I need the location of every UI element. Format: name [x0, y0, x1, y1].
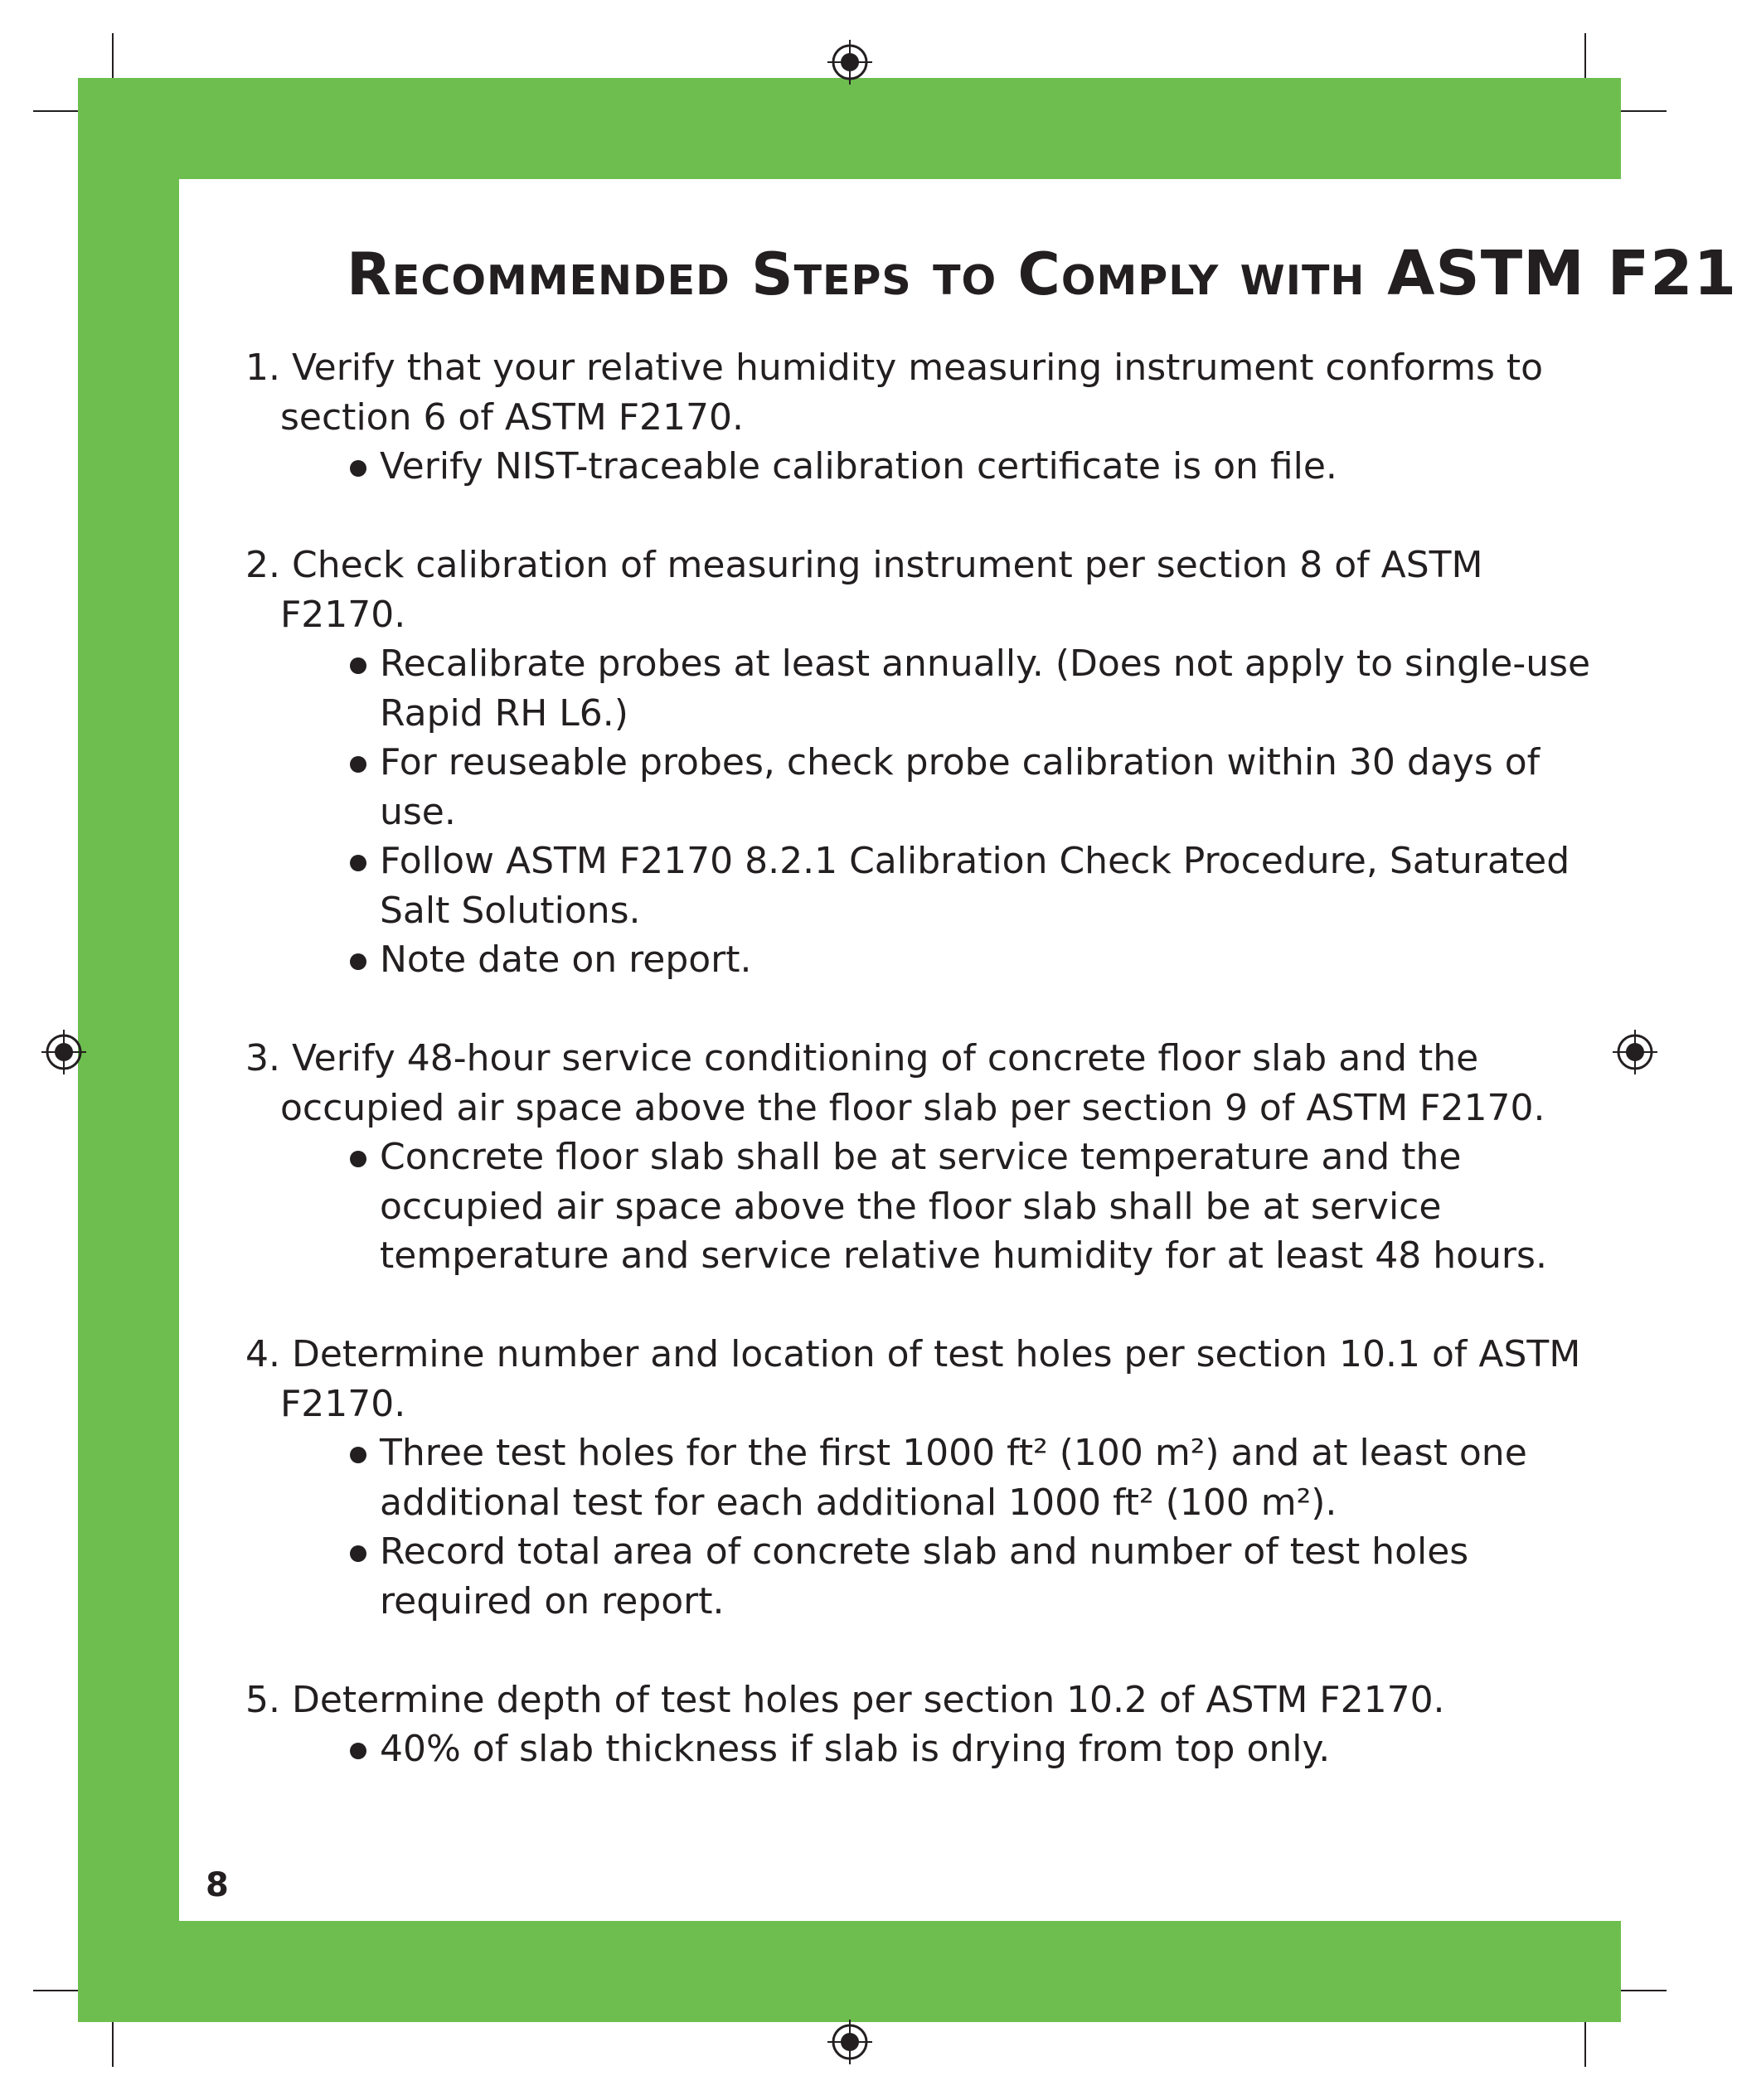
bullet-icon: [350, 460, 366, 477]
bullet-item: [245, 1724, 1605, 1774]
bullet-text: Follow ASTM F2170 8.2.1 Calibration Check Procedure, Saturated Salt Solutions.: [380, 840, 1570, 932]
bullet-item: [245, 639, 1605, 738]
bullet-text: For reuseable probes, check probe calibration within 30 days of use.: [380, 741, 1540, 833]
bullet-text: 40% of slab thickness if slab is drying from top only.: [380, 1728, 1331, 1770]
bullet-item: [245, 442, 1605, 492]
title-standard: ASTM F21: [1387, 238, 1737, 309]
bullet-icon: [350, 1545, 366, 1562]
page-title: [347, 240, 1737, 308]
bullet-icon: [350, 1743, 366, 1759]
bullet-item: [245, 1132, 1605, 1281]
step-text: 5. Determine depth of test holes per section 10.2 of ASTM F2170.: [245, 1678, 1445, 1721]
bullet-item: [245, 837, 1605, 935]
step-item: [245, 343, 1605, 492]
bullet-text: Note date on report.: [380, 938, 752, 981]
title-small-caps: Recommended Steps to Comply with: [347, 240, 1366, 308]
bullet-icon: [350, 657, 366, 674]
bullet-list: [245, 442, 1605, 492]
step-text: 1. Verify that your relative humidity measuring instrument conforms to section 6 of ASTM F2170.: [245, 347, 1544, 439]
bullet-item: [245, 738, 1605, 837]
bullet-list: [245, 1132, 1605, 1281]
registration-mark-icon: [827, 40, 872, 85]
step-text: 3. Verify 48-hour service conditioning of concrete floor slab and the occupied air space above the floor slab per section 9 of ASTM F2170.: [245, 1037, 1545, 1129]
bullet-text: Verify NIST-traceable calibration certificate is on file.: [380, 445, 1337, 487]
steps-list: [245, 343, 1605, 1774]
bullet-item: [245, 935, 1605, 985]
registration-mark-icon: [1613, 1030, 1657, 1074]
bullet-icon: [350, 953, 366, 970]
page-number: 8: [206, 1866, 229, 1904]
step-text: 4. Determine number and location of test holes per section 10.1 of ASTM F2170.: [245, 1333, 1581, 1425]
bullet-item: [245, 1527, 1605, 1626]
bullet-icon: [350, 855, 366, 871]
registration-mark-icon: [827, 2020, 872, 2064]
bullet-list: [245, 1724, 1605, 1774]
bullet-list: [245, 1428, 1605, 1626]
bullet-text: Concrete floor slab shall be at service temperature and the occupied air space above the floor slab shall be at service temperature and service relative humidity for at least 48 hours.: [380, 1136, 1547, 1277]
bullet-text: Recalibrate probes at least annually. (Does not apply to single-use Rapid RH L6.): [380, 643, 1591, 735]
bullet-icon: [350, 1151, 366, 1167]
bullet-item: [245, 1428, 1605, 1527]
step-text: 2. Check calibration of measuring instrument per section 8 of ASTM F2170.: [245, 544, 1483, 636]
registration-mark-icon: [41, 1030, 86, 1074]
bullet-list: [245, 639, 1605, 985]
bullet-icon: [350, 1447, 366, 1463]
bullet-text: Record total area of concrete slab and number of test holes required on report.: [380, 1530, 1469, 1622]
step-item: [245, 1034, 1605, 1281]
step-item: [245, 541, 1605, 985]
bullet-text: Three test holes for the first 1000 ft² (100 m²) and at least one additional test for each additional 1000 ft² (100 m²).: [380, 1432, 1527, 1524]
step-item: [245, 1676, 1605, 1774]
bullet-icon: [350, 756, 366, 773]
step-item: [245, 1330, 1605, 1626]
